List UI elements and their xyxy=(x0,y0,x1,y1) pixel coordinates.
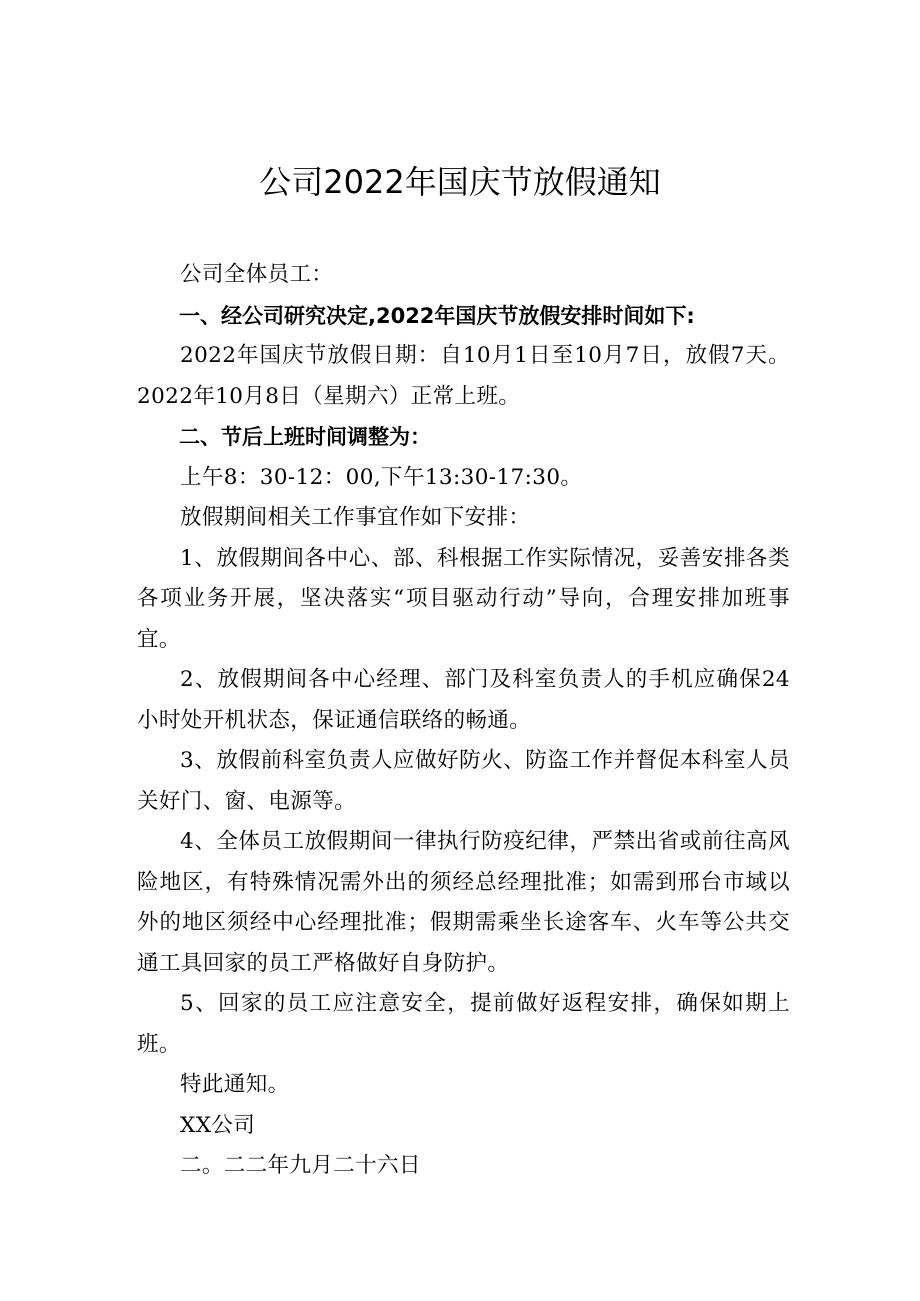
company-name: XX公司 xyxy=(180,1112,256,1138)
document-title: 公司2022年国庆节放假通知 xyxy=(259,163,661,201)
issue-date: 二。二二年九月二十六日 xyxy=(180,1153,421,1178)
section-1-heading: 一、经公司研究决定,2022年国庆节放假安排时间如下: xyxy=(179,303,695,328)
arrangement-item-1: 1、放假期间各中心、部、科根据工作实际情况，妥善安排各类各项业务开展，坚决落实“项目驱动行动”导向，合理安排加班事宜。 xyxy=(137,545,790,652)
arrangement-item-5: 5、回家的员工应注意安全，提前做好返程安排，确保如期上班。 xyxy=(137,991,790,1057)
arrangement-item-4: 4、全体员工放假期间一律执行防疫纪律，严禁出省或前往高风险地区，有特殊情况需外出的须经总经理批准；如需到邢台市域以外的地区须经中心经理批准；假期需乘坐长途客车、火车等公共交通工具回家的员工严格做好自身防护。 xyxy=(137,829,790,976)
closing-line: 特此通知。 xyxy=(180,1072,290,1097)
salutation: 公司全体员工： xyxy=(180,262,334,287)
section-2-heading: 二、节后上班时间调整为： xyxy=(179,425,431,449)
arrangement-item-2: 2、放假期间各中心经理、部门及科室负责人的手机应确保24小时处开机状态，保证通信联络的畅通。 xyxy=(137,667,790,733)
arrangements-intro: 放假期间相关工作事宜作如下安排： xyxy=(180,505,531,530)
holiday-dates-paragraph: 2022年国庆节放假日期：自10月1日至10月7日，放假7天。2022年10月8日（星期六）正常上班。 xyxy=(137,343,790,409)
arrangement-item-3: 3、放假前科室负责人应做好防火、防盗工作并督促本科室人员关好门、窗、电源等。 xyxy=(137,748,790,814)
work-hours-paragraph: 上午8：30-12：00,下午13:30-17:30。 xyxy=(180,464,583,490)
document-body xyxy=(137,255,790,1187)
